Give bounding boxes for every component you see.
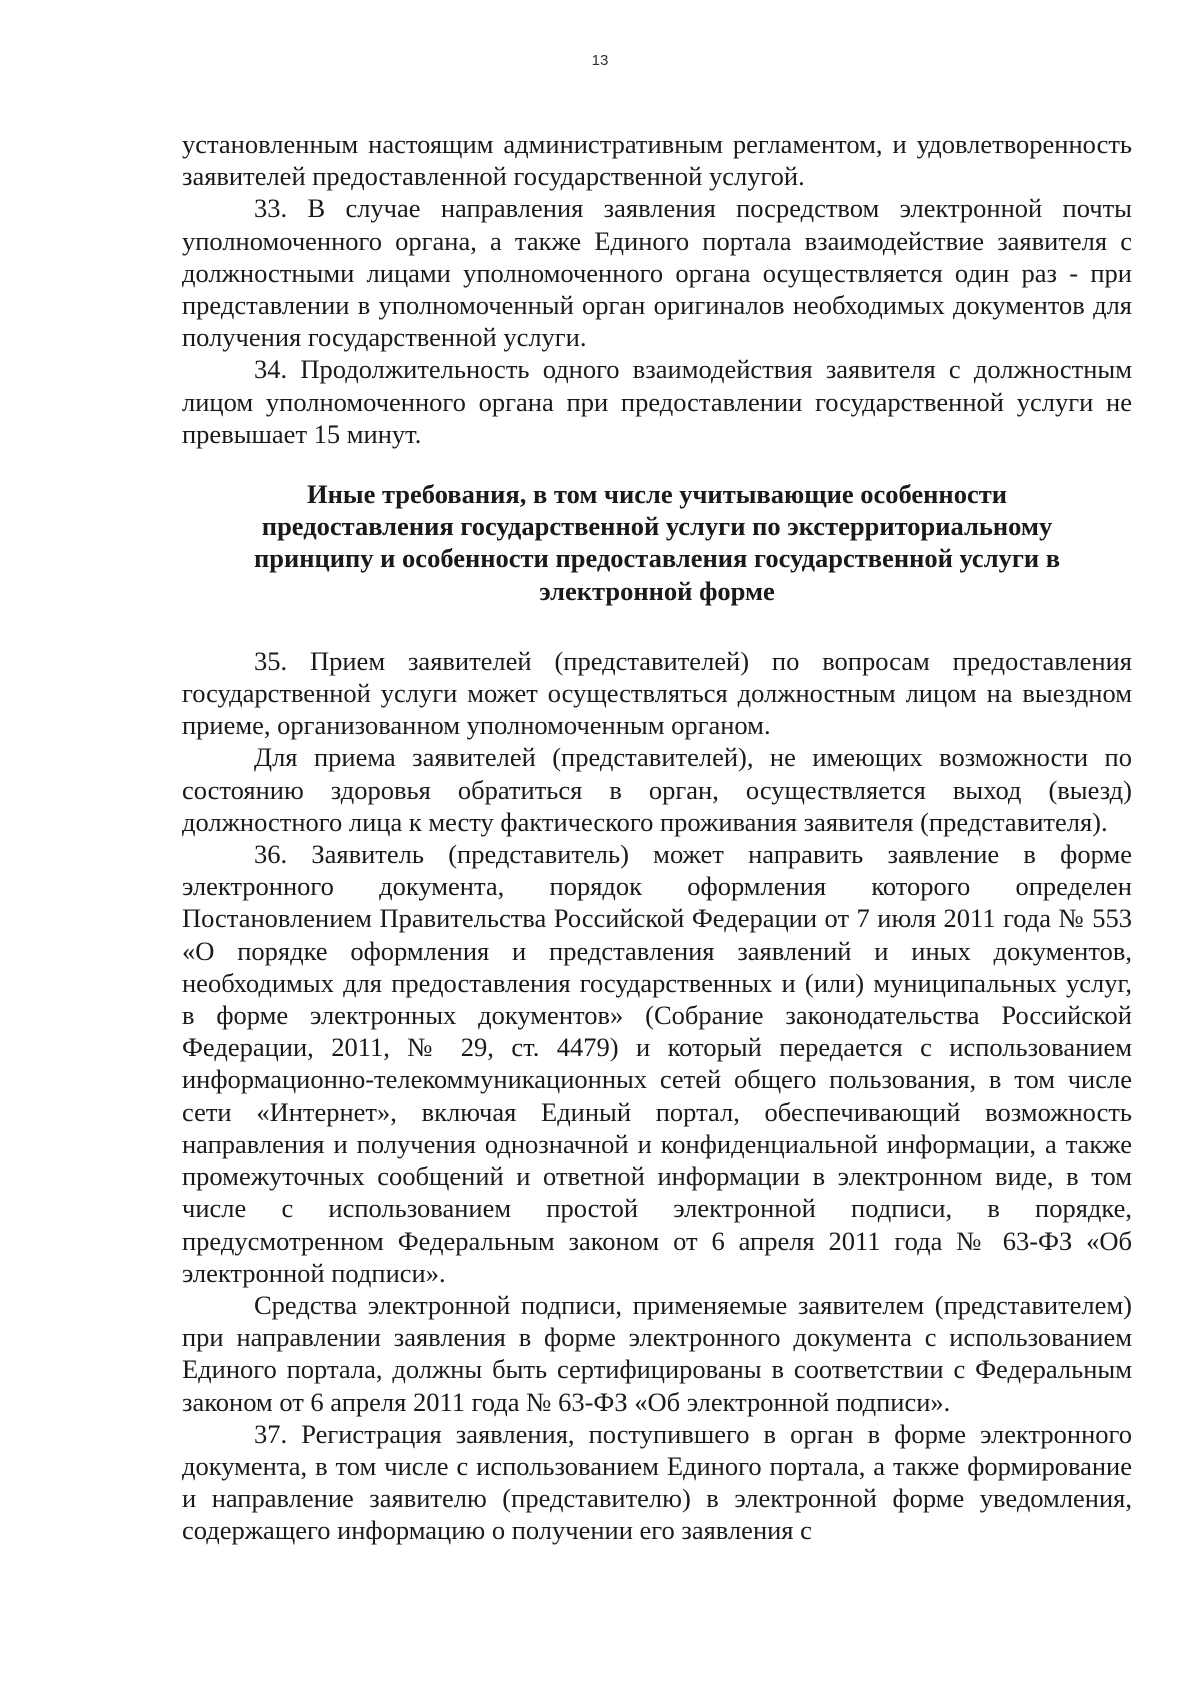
paragraph-36: 36. Заявитель (представитель) может направить заявление в форме электронного документа, порядок оформления которого определен Постановлением Правительства Российской Федерации от 7 июля 2011 года № 553 «О порядке оформления и представления заявлений и иных документов, необходимых для предоставления государственных и (или) муниципальных услуг, в форме электронных документов» (Собрание законодательства Российской Федерации, 2011, № 29, ст. 4479) и который передается с использованием информационно-телекоммуникационных сетей общего пользования, в том числе сети «Интернет», включая Единый портал, обеспечивающий возможность направления и получения однозначной и конфиденциальной информации, а также промежуточных сообщений и ответной информации в электронном виде, в том числе с использованием простой электронной подписи, в порядке, предусмотренном Федеральным законом от 6 апреля 2011 года № 63-ФЗ «Об электронной подписи». <box>182 839 1132 1288</box>
page-number: 13 <box>591 52 609 69</box>
section-heading: Иные требования, в том числе учитывающие особенности предоставления государственной услуги по экстерриториальному принципу и особенности предоставления государственной услуги в электронной форме <box>253 479 1061 606</box>
document-body <box>182 128 1132 1547</box>
paragraph-34: 34. Продолжительность одного взаимодействия заявителя с должностным лицом уполномоченного органа при предоставлении государственной услуги не превышает 15 минут. <box>182 354 1132 449</box>
paragraph-33: 33. В случае направления заявления посредством электронной почты уполномоченного органа, а также Единого портала взаимодействие заявителя с должностными лицами уполномоченного органа осуществляется один раз - при представлении в уполномоченный орган оригиналов необходимых документов для получения государственной услуги. <box>182 193 1132 353</box>
paragraph-35: 35. Прием заявителей (представителей) по вопросам предоставления государственной услуги может осуществляться должностным лицом на выездном приеме, организованном уполномоченным органом. <box>182 645 1132 741</box>
paragraph-37: 37. Регистрация заявления, поступившего в орган в форме электронного документа, в том числе с использованием Единого портала, а также формирование и направление заявителю (представителю) в электронной форме уведомления, содержащего информацию о получении его заявления с <box>182 1418 1132 1546</box>
paragraph-35-continued: Для приема заявителей (представителей), не имеющих возможности по состоянию здоровья обратиться в орган, осуществляется выход (выезд) должностного лица к месту фактического проживания заявителя (представителя). <box>182 742 1132 837</box>
paragraph-continuation: установленным настоящим административным регламентом, и удовлетворенность заявителей предоставленной государственной услугой. <box>182 129 1132 192</box>
paragraph-36-continued: Средства электронной подписи, применяемые заявителем (представителем) при направлении заявления в форме электронного документа с использованием Единого портала, должны быть сертифицированы в соответствии с Федеральным законом от 6 апреля 2011 года № 63-ФЗ «Об электронной подписи». <box>182 1289 1132 1417</box>
